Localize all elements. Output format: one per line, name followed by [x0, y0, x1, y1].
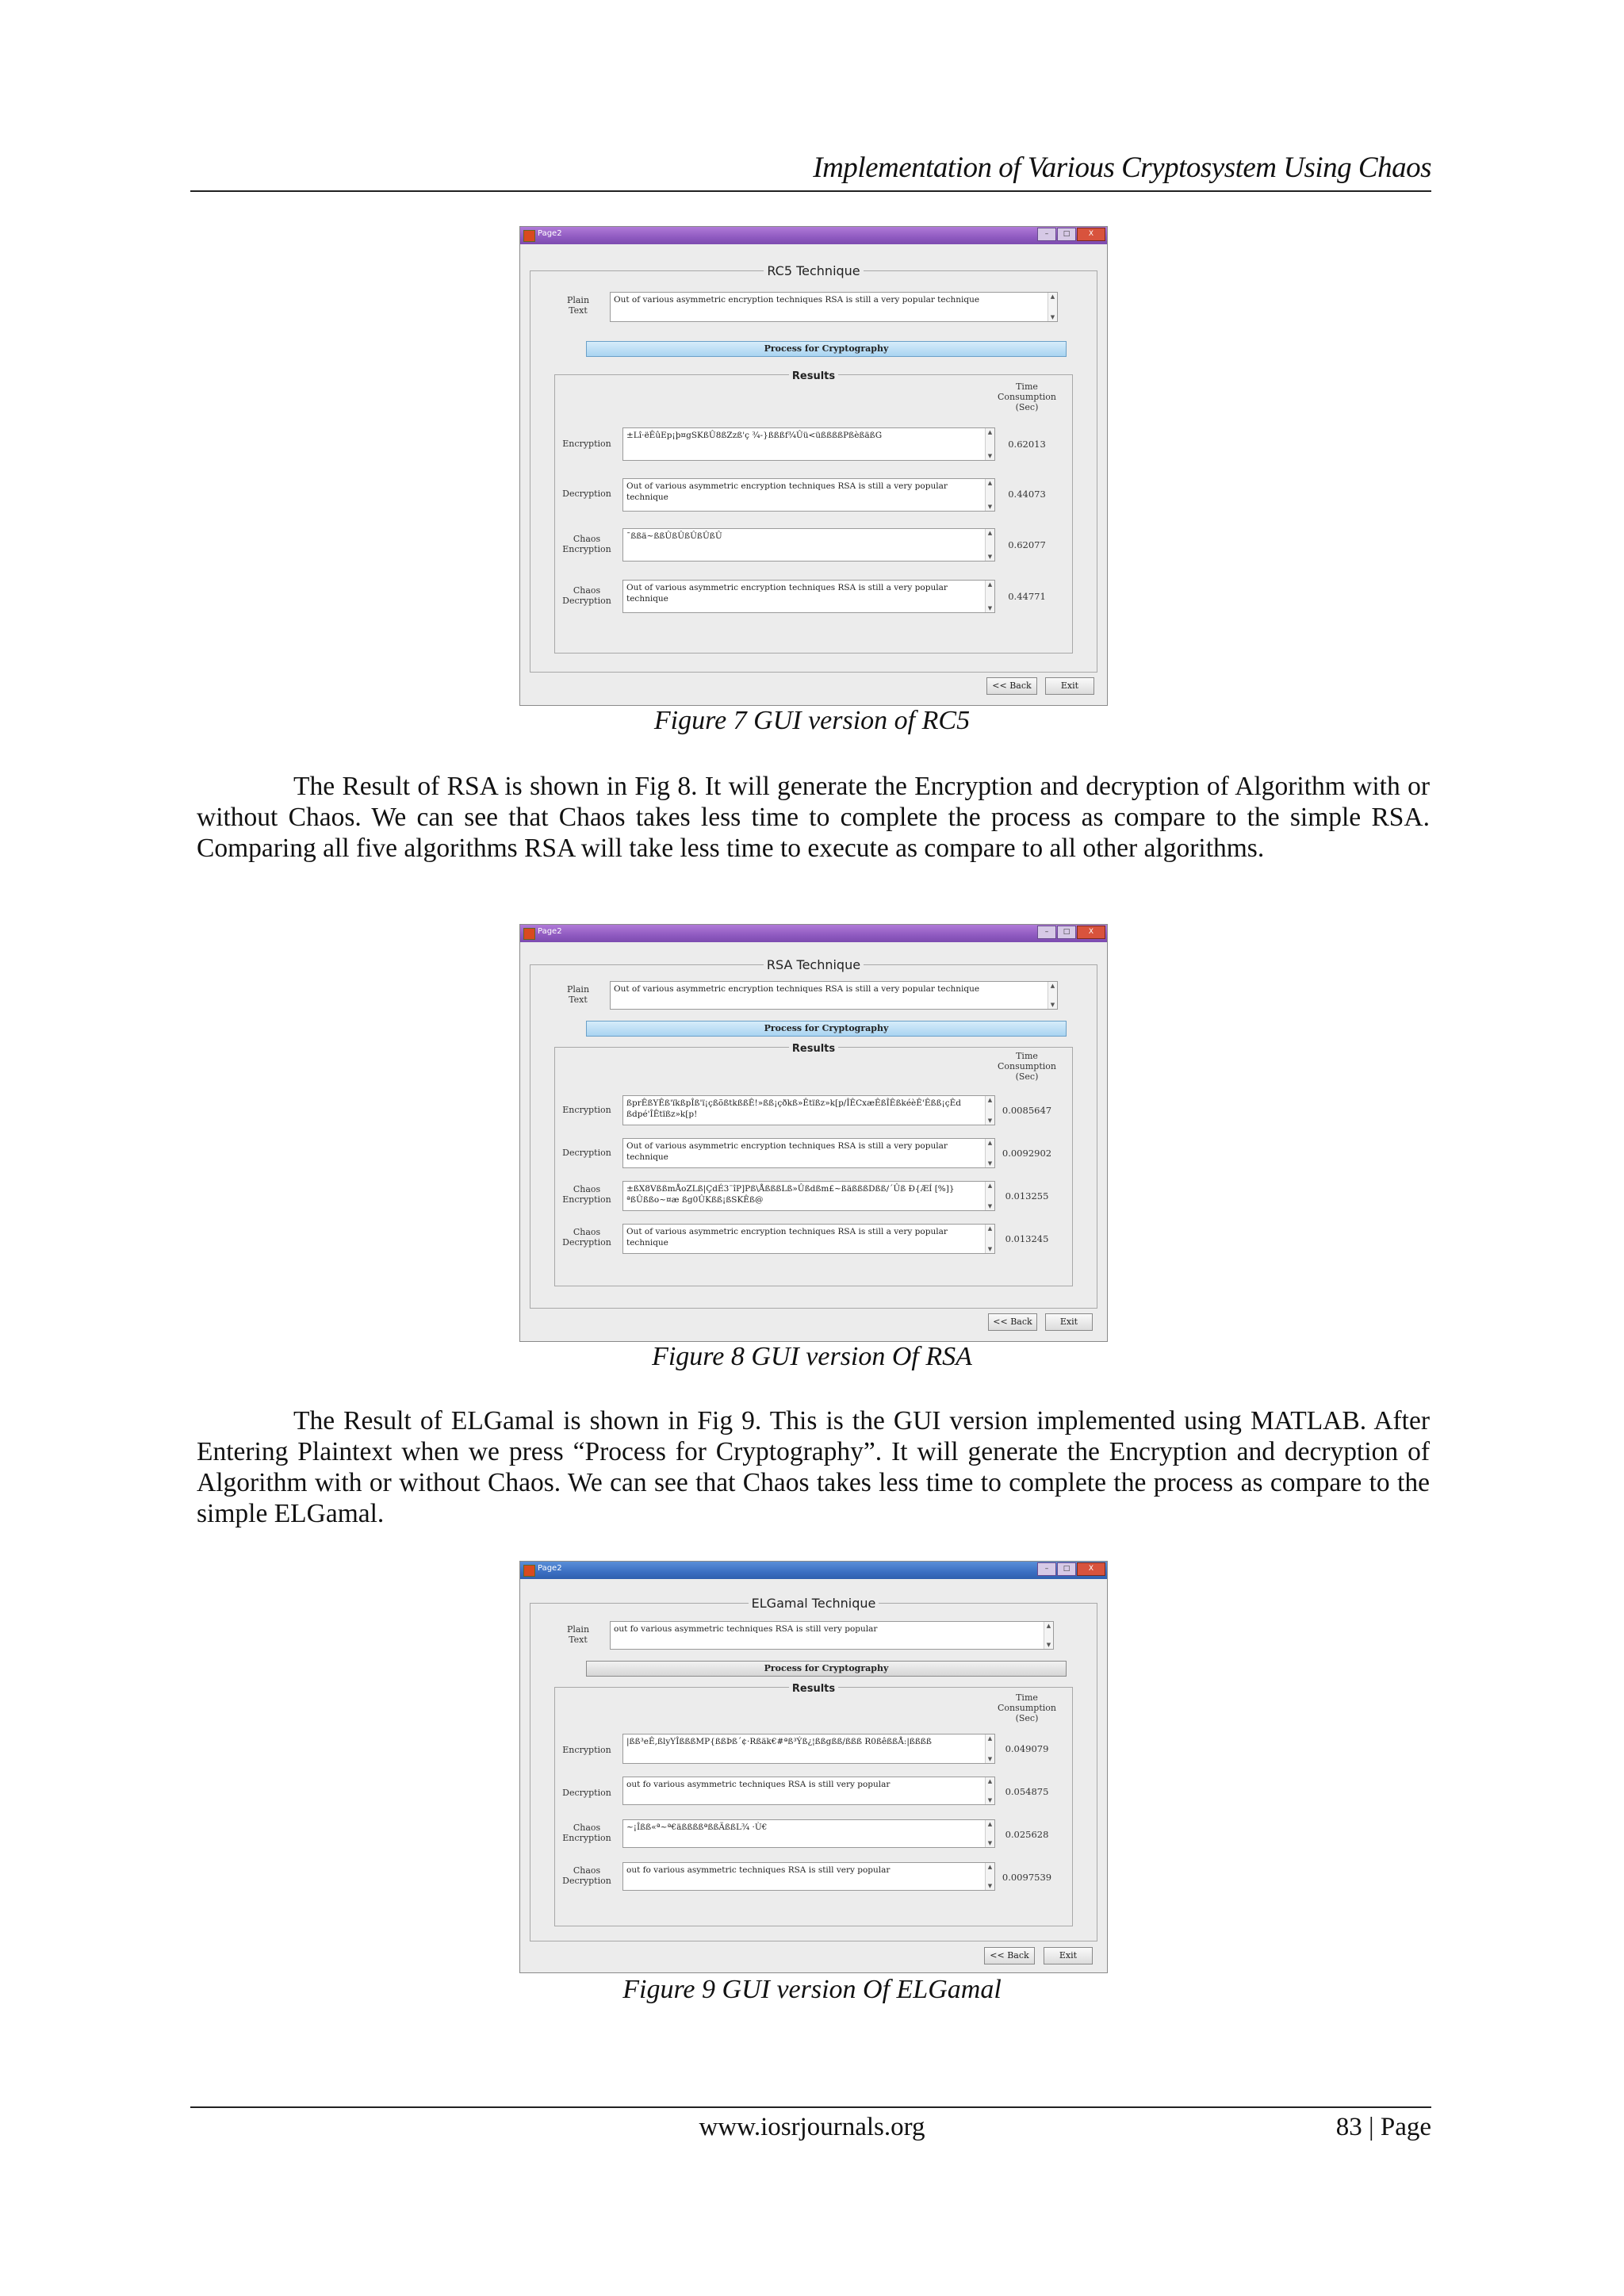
matlab-icon — [523, 1565, 535, 1577]
encryption-output[interactable]: |ßß³eÊ,ßlyYÎßßßMP{ßßÞß´¢·Rßäk€#ªß³Ýß¿¦ßßgßß/ßßß R0ßêßßÅ:|ßßßß ▲ ▼ — [622, 1734, 995, 1764]
chaos-encryption-output[interactable]: ±ßX8VßßmÅoZLß|ÇdÉ3¨îP]Pß\ÅßßßLß»Ûßdßm£~ßäßßßDßß/´Ûß Ð{ÆÍ [%]}ªßÛßßo~¤æ ßg0ÛKßß¡ßSKÊß@ ▲ ▼ — [622, 1181, 995, 1211]
minimize-icon[interactable]: – — [1037, 926, 1056, 939]
figure8-caption: Figure 8 GUI version Of RSA — [652, 1342, 972, 1371]
title-bar — [520, 227, 1107, 244]
chaos-decryption-time: 0.0097539 — [1002, 1872, 1052, 1883]
decryption-time: 0.44073 — [1008, 489, 1046, 500]
plain-text-label: Plain Text — [566, 295, 590, 316]
results-title: Results — [789, 370, 838, 382]
figure9-window — [519, 1561, 1108, 1973]
plain-text-input[interactable]: Out of various asymmetric encryption techniques RSA is still a very popular technique ▲ ▼ — [610, 981, 1058, 1010]
chaos-decryption-output[interactable]: out fo various asymmetric techniques RSA is still very popular ▲ ▼ — [622, 1862, 995, 1891]
results-title: Results — [789, 1043, 838, 1055]
decryption-time: 0.0092902 — [1002, 1148, 1052, 1159]
matlab-icon — [523, 928, 535, 940]
chaos-encryption-output[interactable]: ~¡Îßß«ª~ª€äßßßßªßßÄßßL¾ ·Ù€ ▲ ▼ — [622, 1819, 995, 1848]
maximize-icon[interactable]: □ — [1057, 926, 1076, 939]
window-title: Page2 — [538, 229, 562, 238]
scrollbar[interactable]: ▲ ▼ — [985, 1820, 994, 1847]
running-title: Implementation of Various Cryptosystem Using Chaos — [813, 151, 1431, 184]
process-button[interactable]: Process for Cryptography — [586, 1021, 1067, 1037]
plain-text-label: Plain Text — [566, 984, 590, 1005]
minimize-icon[interactable]: – — [1037, 1562, 1056, 1576]
back-button[interactable]: << Back — [984, 1947, 1035, 1964]
encryption-label: Encryption — [562, 1105, 611, 1115]
figure9-caption: Figure 9 GUI version Of ELGamal — [622, 1975, 1002, 2004]
results-panel — [554, 1683, 1073, 1926]
chaos-decryption-label: Chaos Decryption — [562, 1227, 611, 1248]
page-number: 83 | Page — [1335, 2113, 1431, 2141]
chaos-decryption-time: 0.013245 — [1005, 1233, 1049, 1244]
figure8-window — [519, 924, 1108, 1342]
scrollbar[interactable]: ▲ ▼ — [985, 1225, 994, 1253]
scrollbar[interactable]: ▲ ▼ — [985, 1139, 994, 1167]
encryption-time: 0.0085647 — [1002, 1105, 1052, 1116]
chaos-decryption-output[interactable]: Out of various asymmetric encryption techniques RSA is still a very popular technique ▲ ▼ — [622, 580, 995, 613]
chaos-encryption-output[interactable]: ¯ßßä~ßßÛßÛßÛßÛßÛ ▲ ▼ — [622, 528, 995, 562]
scrollbar[interactable]: ▲ ▼ — [1044, 1622, 1053, 1649]
maximize-icon[interactable]: □ — [1057, 1562, 1076, 1576]
results-panel — [554, 1043, 1073, 1286]
minimize-icon[interactable]: – — [1037, 228, 1056, 241]
back-button[interactable]: << Back — [988, 1313, 1037, 1331]
encryption-output[interactable]: ±Lî·ëÊûEp¡þ¤gSKßÛ8ßZzß'ç ¾-}ßßßf¾Ûü<üßßßßPßèßäßG ▲ ▼ — [622, 427, 995, 461]
scrollbar[interactable]: ▲ ▼ — [985, 1734, 994, 1763]
scrollbar[interactable]: ▲ ▼ — [985, 1863, 994, 1890]
footer-url: www.iosrjournals.org — [699, 2113, 925, 2141]
figure7-caption: Figure 7 GUI version of RC5 — [653, 706, 971, 735]
paragraph-rsa: The Result of RSA is shown in Fig 8. It will generate the Encryption and decryption of Algorithm with or without Chaos. We can see that Chaos takes less time to complete the process as compare to the simple RSA. Comparing all five algorithms RSA will take less time to execute as compare to all other algorithms. — [197, 772, 1430, 863]
matlab-icon — [523, 230, 535, 242]
technique-title: RSA Technique — [764, 957, 864, 972]
scrollbar[interactable]: ▲ ▼ — [985, 1182, 994, 1210]
plain-text-input[interactable]: Out of various asymmetric encryption techniques RSA is still a very popular technique ▲ ▼ — [610, 292, 1058, 322]
encryption-output[interactable]: ßprÊßYÊß'ïkßpÎß'ï¡çßõßtkßßÊ!»ßß¡çðkß»Êtïßz»k[p/ÎÊCxæÊßÎÊßkéèÊ'Êßß¡çÊd ßdpé'ÎÊtïßz»k[p! ▲ ▼ — [622, 1095, 995, 1125]
chaos-decryption-label: Chaos Decryption — [562, 1865, 611, 1886]
technique-panel — [530, 263, 1097, 673]
decryption-time: 0.054875 — [1005, 1786, 1049, 1797]
chaos-encryption-label: Chaos Encryption — [562, 534, 611, 554]
chaos-decryption-time: 0.44771 — [1008, 591, 1046, 602]
close-icon[interactable]: X — [1077, 926, 1105, 939]
decryption-output[interactable]: Out of various asymmetric encryption techniques RSA is still a very popular technique ▲ ▼ — [622, 478, 995, 512]
exit-button[interactable]: Exit — [1045, 1313, 1093, 1331]
decryption-label: Decryption — [562, 489, 611, 499]
footer-rule — [190, 2106, 1431, 2108]
technique-panel — [530, 957, 1097, 1309]
time-header: Time Consumption (Sec) — [998, 381, 1056, 412]
scrollbar[interactable]: ▲ ▼ — [985, 428, 994, 460]
title-bar — [520, 1562, 1107, 1579]
chaos-encryption-time: 0.013255 — [1005, 1190, 1049, 1202]
results-panel — [554, 370, 1073, 654]
encryption-time: 0.049079 — [1005, 1743, 1049, 1754]
plain-text-input[interactable]: out fo various asymmetric techniques RSA is still very popular ▲ ▼ — [610, 1621, 1054, 1650]
decryption-output[interactable]: out fo various asymmetric techniques RSA is still very popular ▲ ▼ — [622, 1777, 995, 1805]
decryption-label: Decryption — [562, 1788, 611, 1798]
window-title: Page2 — [538, 1564, 562, 1573]
scrollbar[interactable]: ▲ ▼ — [1048, 293, 1057, 321]
technique-title: RC5 Technique — [764, 263, 863, 278]
encryption-time: 0.62013 — [1008, 439, 1046, 450]
close-icon[interactable]: X — [1077, 228, 1105, 241]
chaos-encryption-label: Chaos Encryption — [562, 1184, 611, 1205]
plain-text-label: Plain Text — [566, 1624, 590, 1645]
technique-panel — [530, 1596, 1097, 1941]
scrollbar[interactable]: ▲ ▼ — [985, 1096, 994, 1125]
scrollbar[interactable]: ▲ ▼ — [985, 479, 994, 511]
paragraph-elgamal: The Result of ELGamal is shown in Fig 9. This is the GUI version implemented using MATLAB. After Entering Plaintext when we press “Process for Cryptography”. It will generate the Encryption and decryption of Algorithm with or without Chaos. We can see that Chaos takes less time to complete the process as compare to the simple ELGamal. — [197, 1406, 1430, 1528]
technique-title: ELGamal Technique — [749, 1596, 879, 1611]
chaos-encryption-time: 0.025628 — [1005, 1829, 1049, 1840]
encryption-label: Encryption — [562, 439, 611, 449]
time-header: Time Consumption (Sec) — [998, 1692, 1056, 1723]
scrollbar[interactable]: ▲ ▼ — [985, 581, 994, 612]
maximize-icon[interactable]: □ — [1057, 228, 1076, 241]
results-title: Results — [789, 1683, 838, 1695]
window-title: Page2 — [538, 927, 562, 936]
exit-button[interactable]: Exit — [1044, 1947, 1093, 1964]
process-button[interactable]: Process for Cryptography — [586, 341, 1067, 357]
encryption-label: Encryption — [562, 1745, 611, 1755]
back-button[interactable]: << Back — [986, 677, 1037, 695]
scrollbar[interactable]: ▲ ▼ — [1048, 982, 1057, 1009]
chaos-encryption-label: Chaos Encryption — [562, 1823, 611, 1843]
decryption-output[interactable]: Out of various asymmetric encryption techniques RSA is still a very popular technique ▲ ▼ — [622, 1138, 995, 1168]
time-header: Time Consumption (Sec) — [998, 1051, 1056, 1082]
close-icon[interactable]: X — [1077, 1562, 1105, 1576]
title-bar — [520, 925, 1107, 942]
decryption-label: Decryption — [562, 1148, 611, 1158]
scrollbar[interactable]: ▲ ▼ — [985, 529, 994, 561]
process-button[interactable]: Process for Cryptography — [586, 1661, 1067, 1677]
chaos-decryption-label: Chaos Decryption — [562, 585, 611, 606]
exit-button[interactable]: Exit — [1045, 677, 1094, 695]
chaos-decryption-output[interactable]: Out of various asymmetric encryption techniques RSA is still a very popular technique ▲ ▼ — [622, 1224, 995, 1254]
header-rule — [190, 190, 1431, 192]
chaos-encryption-time: 0.62077 — [1008, 539, 1046, 550]
scrollbar[interactable]: ▲ ▼ — [985, 1777, 994, 1804]
figure7-window — [519, 226, 1108, 706]
